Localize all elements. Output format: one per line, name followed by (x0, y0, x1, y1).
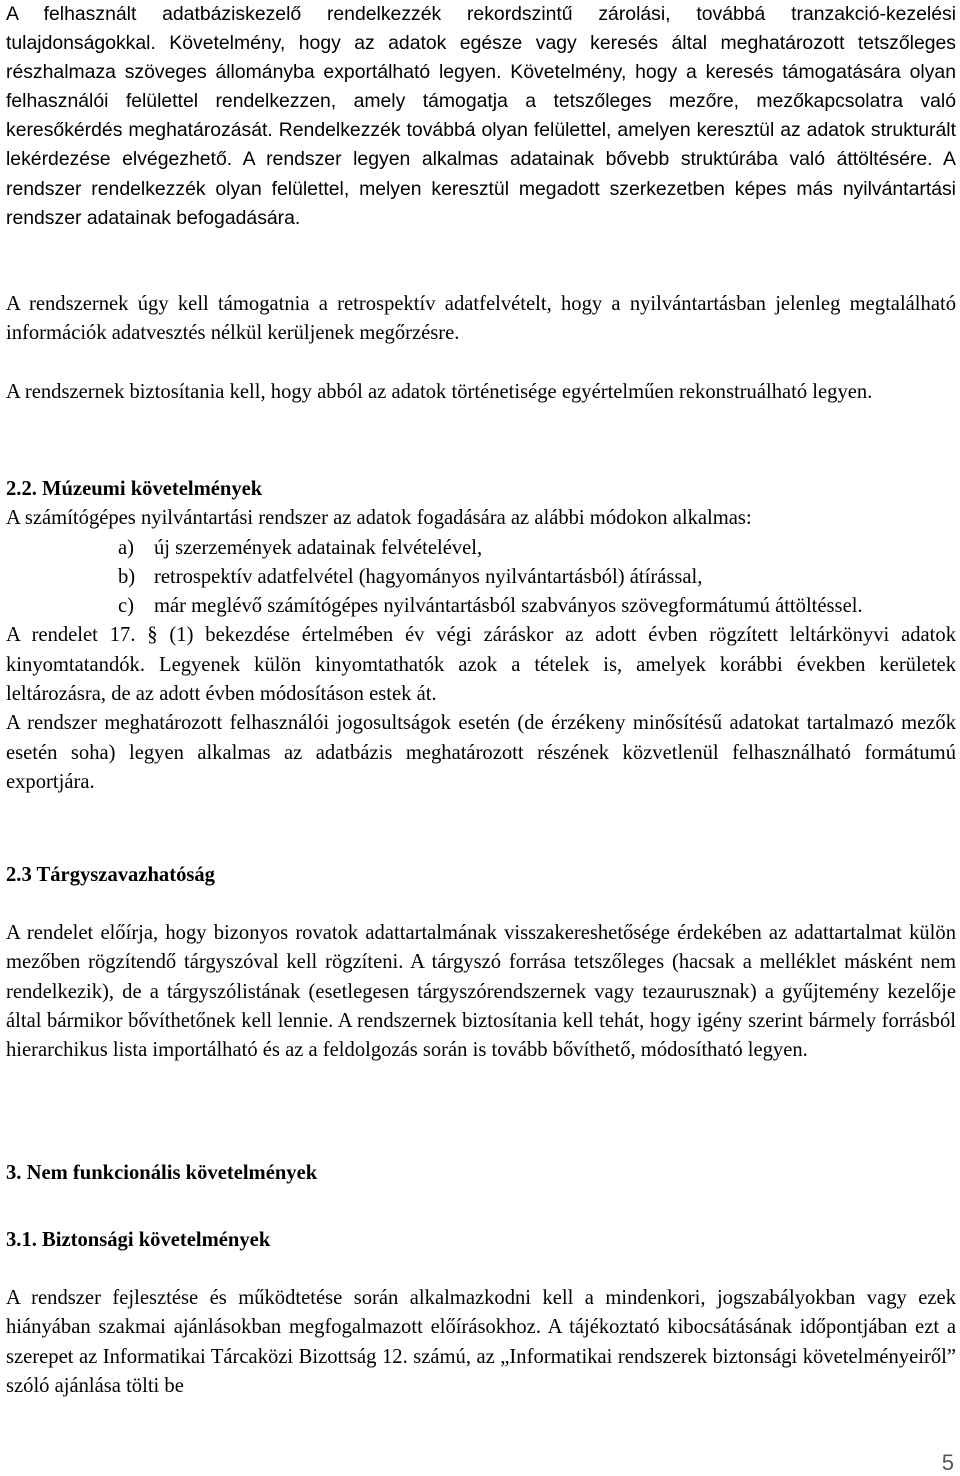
subject-heading-paragraph: A rendelet előírja, hogy bizonyos rovatok adattartalmának visszakereshetősége érdekében az adattartalmat külön mezőben rögzítendő tárgyszóval kell rögzíteni. A tárgyszó forrása tetszőleges (hacsak a melléklet másként nem rendelkezik), de a tárgyszólistának (esetlegesen tárgyszórendszernek vagy tezaurusznak) a gyűjtemény kezelője által bármikor bővíthetőnek kell lennie. A rendszernek biztosítania kell tehát, hogy igény szerint bármely forrásból hierarchikus lista importálható és az a feldolgozás során is tovább bővíthető, módosítható legyen. (6, 922, 956, 1062)
section-heading: 2.3 Tárgyszavazhatóság (6, 864, 215, 886)
rendelet-paragraph: A rendelet 17. § (1) bekezdése értelmében év végi záráskor az adott évben rögzített leltárkönyvi adatok kinyomtatandók. Legyenek külön kinyomtathatók azok a tételek is, amelyek korábbi években kerületek leltározásra, de az adott évben módosításon estek át. (6, 624, 956, 706)
history-paragraph-text: A rendszernek biztosítania kell, hogy abból az adatok történetisége egyértelműen rekonstruálható legyen. (6, 381, 873, 403)
section-2-3 (6, 861, 956, 890)
retrospective-paragraph-text: A rendszernek úgy kell támogatnia a retrospektív adatfelvételt, hogy a nyilvántartásban jelenleg megtalálható információk adatvesztés nélkül kerüljenek megőrzésre. (6, 293, 956, 345)
list-marker: c) (118, 595, 134, 618)
export-paragraph: A rendszer meghatározott felhasználói jogosultságok esetén (de érzékeny minősítésű adatokat tartalmazó mezők esetén soha) legyen alkalmas az adatbázis meghatározott részének közvetlenül felhasználható formátumú exportjára. (6, 712, 956, 793)
history-paragraph (6, 378, 956, 407)
intro-paragraph-text: A felhasznált adatbáziskezelő rendelkezzék rekordszintű zárolási, továbbá tranzakció-kezelési tulajdonságokkal. Követelmény, hogy az adatok egésze vagy keresés által meghatározott tetszőleges részhalmaza szöveges állományba exportálható legyen. Követelmény, hogy a keresés támogatására olyan felhasználói felülettel rendelkezzen, amely támogatja a tetszőleges mezőre, mezőkapcsolatra való keresőkérdés meghatározását. Rendelkezzék továbbá olyan felülettel, amelyen keresztül az adatok strukturált lekérdezése elvégezhető. A rendszer legyen alkalmas adatainak bővebb struktúrába való áttöltésére. A rendszer rendelkezzék olyan felülettel, melyen keresztül megadott szerkezetben képes más nyilvántartási rendszer adatainak befogadására. (6, 3, 956, 229)
section-intro: A számítógépes nyilvántartási rendszer az adatok fogadására az alábbi módokon alkalmas: (6, 507, 752, 530)
section-heading: 2.2. Múzeumi követelmények (6, 478, 263, 500)
section-2-3-body (6, 919, 956, 1065)
retrospective-paragraph (6, 290, 956, 349)
list-item (6, 563, 956, 592)
list-item-text: retrospektív adatfelvétel (hagyományos nyilvántartásból) átírással, (154, 565, 703, 588)
intro-paragraph (6, 0, 956, 233)
section-3-1 (6, 1226, 956, 1255)
section-3 (6, 1159, 956, 1188)
section-heading: 3.1. Biztonsági követelmények (6, 1229, 271, 1251)
section-2-2 (6, 475, 956, 797)
list-marker: b) (118, 565, 136, 588)
list-marker: a) (118, 536, 134, 559)
list-item-text: már meglévő számítógépes nyilvántartásból szabványos szövegformátumú áttöltéssel. (154, 595, 863, 618)
section-heading: 3. Nem funkcionális követelmények (6, 1162, 318, 1184)
list-item-text: új szerzemények adatainak felvételével, (154, 536, 483, 559)
list-item (6, 592, 956, 621)
list-item (6, 534, 956, 563)
acquisition-modes-list (6, 534, 956, 622)
security-paragraph: A rendszer fejlesztése és működtetése során alkalmazkodni kell a mindenkori, jogszabályokban vagy ezek hiányában szakmai ajánlásokban megfogalmazott előírásokhoz. A tájékoztató kibocsátásának időpontjában ezt a szerepet az Informatikai Tárcaközi Bizottság 12. számú, az „Informatikai rendszerek biztonsági követelményeiről” szóló ajánlása tölti be (6, 1287, 956, 1397)
section-3-1-body (6, 1284, 956, 1401)
page-number: 5 (941, 1450, 954, 1475)
